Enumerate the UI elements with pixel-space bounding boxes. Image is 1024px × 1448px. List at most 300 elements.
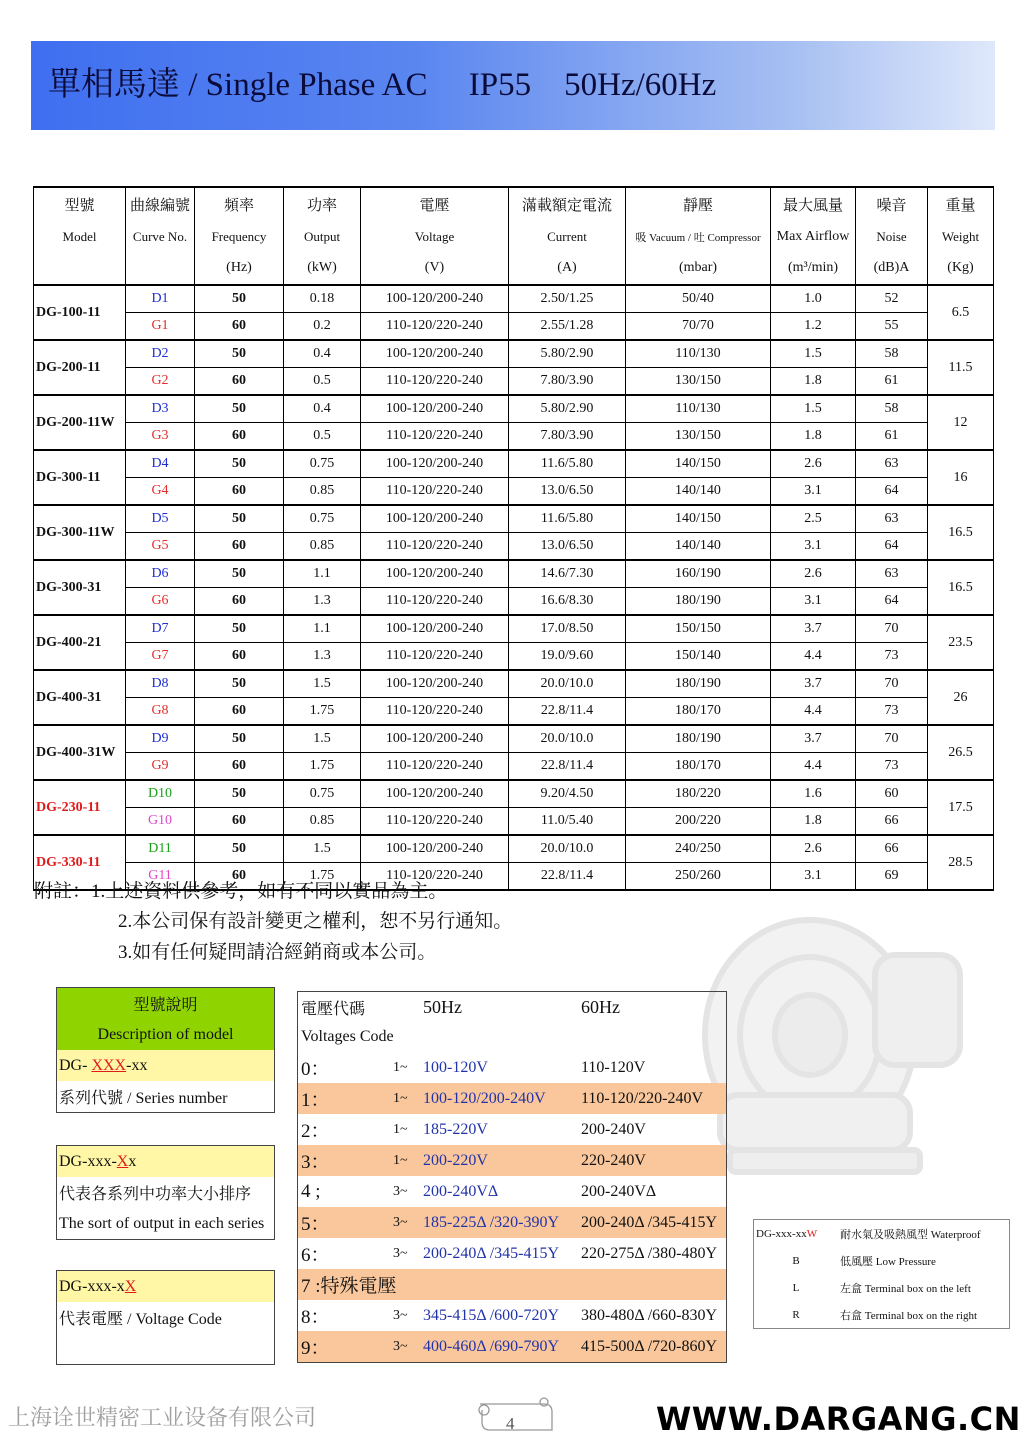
curve-cell: D1 [126, 285, 195, 313]
vc-header-en: Voltages Code [301, 1028, 394, 1045]
voltage-code-phase: 3~ [393, 1307, 408, 1323]
header-cell: Current [509, 221, 626, 252]
model-desc-series [56, 987, 275, 1113]
sort-code: DG-xxx-Xx [57, 1146, 275, 1178]
value-cell: 100-120/200-240 [361, 780, 509, 808]
voltage-code-row [298, 1331, 727, 1363]
value-cell: 180/170 [626, 753, 771, 781]
table-row [34, 368, 994, 396]
value-cell: 64 [856, 588, 928, 616]
header-cell: (V) [361, 252, 509, 285]
value-cell: 7.80/3.90 [509, 368, 626, 396]
website: WWW.DARGANG.CN [656, 1400, 1021, 1438]
frequency-cell: 60 [195, 533, 284, 561]
weight-cell: 11.5 [928, 340, 994, 395]
frequency-cell: 60 [195, 808, 284, 836]
model-cell: DG-230-11 [34, 780, 126, 835]
value-cell: 140/140 [626, 533, 771, 561]
curve-cell: D5 [126, 505, 195, 533]
sort-mark: X [116, 1152, 129, 1170]
voltage-code-v50: 200-240Δ /345-415Y [423, 1244, 560, 1262]
value-cell: 20.0/10.0 [509, 670, 626, 698]
value-cell: 100-120/200-240 [361, 395, 509, 423]
frequency-cell: 50 [195, 560, 284, 588]
curve-cell: D4 [126, 450, 195, 478]
value-cell: 3.7 [771, 670, 856, 698]
value-cell: 2.5 [771, 505, 856, 533]
header-cell: (m³/min) [771, 252, 856, 285]
value-cell: 110-120/220-240 [361, 478, 509, 506]
value-cell: 0.5 [284, 423, 361, 451]
value-cell: 100-120/200-240 [361, 615, 509, 643]
value-cell: 64 [856, 478, 928, 506]
curve-cell: D10 [126, 780, 195, 808]
value-cell: 1.75 [284, 753, 361, 781]
value-cell: 240/250 [626, 835, 771, 863]
header-cell: 型號 [34, 187, 126, 221]
value-cell: 9.20/4.50 [509, 780, 626, 808]
frequency-cell: 60 [195, 753, 284, 781]
model-cell: DG-300-11W [34, 505, 126, 560]
value-cell: 58 [856, 395, 928, 423]
value-cell: 100-120/200-240 [361, 835, 509, 863]
note-1: 附註：1.上述資料供參考，如有不同以實品為主。 [34, 881, 448, 902]
frequency-cell: 60 [195, 368, 284, 396]
value-cell: 180/190 [626, 670, 771, 698]
header-cell: (kW) [284, 252, 361, 285]
value-cell: 100-120/200-240 [361, 450, 509, 478]
value-cell: 110-120/220-240 [361, 533, 509, 561]
header-cell: 功率 [284, 187, 361, 221]
voltage-code-row [298, 1176, 727, 1207]
table-row [34, 560, 994, 588]
voltage-code-v60: 200-240Δ /345-415Y [581, 1207, 727, 1238]
value-cell: 73 [856, 643, 928, 671]
header-cell: Frequency [195, 221, 284, 252]
voltage-code-phase: 3~ [393, 1183, 408, 1199]
value-cell: 66 [856, 835, 928, 863]
page-title: 單相馬達 / Single Phase AC IP55 50Hz/60Hz [48, 67, 717, 103]
option-desc: 左盒 Terminal box on the left [840, 1282, 971, 1295]
voltage-code-phase: 3~ [393, 1331, 423, 1363]
header-cell: Curve No. [126, 221, 195, 252]
value-cell: 22.8/11.4 [509, 698, 626, 726]
voltage-code-code: 9： [298, 1331, 394, 1363]
header-cell: 滿載額定電流 [509, 187, 626, 221]
value-cell: 70/70 [626, 313, 771, 341]
sort-desc-zh: 代表各系列中功率大小排序 [59, 1186, 252, 1203]
frequency-cell: 50 [195, 340, 284, 368]
value-cell: 150/150 [626, 615, 771, 643]
value-cell: 180/170 [626, 698, 771, 726]
value-cell: 0.85 [284, 478, 361, 506]
voltage-code-v50: 100-120/200-240V [423, 1083, 581, 1114]
weight-cell: 16 [928, 450, 994, 505]
model-desc-volt [56, 1270, 275, 1365]
table-row [34, 478, 994, 506]
header-cell: 最大風量 [771, 187, 856, 221]
company-name: 上海诠世精密工业设备有限公司 [8, 1406, 317, 1431]
value-cell: 17.0/8.50 [509, 615, 626, 643]
option-desc: 耐水氣及吸熱風型 Waterproof [840, 1228, 981, 1241]
frequency-cell: 50 [195, 285, 284, 313]
volt-code: DG-xxx-xX [57, 1271, 275, 1303]
value-cell: 160/190 [626, 560, 771, 588]
sort-desc-en: The sort of output in each series [59, 1214, 265, 1232]
header-cell: 靜壓 [626, 187, 771, 221]
header-cell [126, 252, 195, 285]
voltage-code-code: 5： [298, 1207, 394, 1238]
voltage-code-code: 8： [301, 1307, 330, 1328]
value-cell: 110-120/220-240 [361, 368, 509, 396]
voltage-code-code: 6： [301, 1245, 330, 1266]
voltage-code-code: 0： [301, 1059, 330, 1080]
value-cell: 4.4 [771, 698, 856, 726]
value-cell: 5.80/2.90 [509, 340, 626, 368]
value-cell: 0.85 [284, 808, 361, 836]
model-cell: DG-400-21 [34, 615, 126, 670]
frequency-cell: 60 [195, 423, 284, 451]
voltage-code-code: 4 ; [301, 1180, 321, 1202]
voltage-code-code: 2： [301, 1121, 330, 1142]
value-cell: 3.1 [771, 588, 856, 616]
voltage-code-code: 7 :特殊電壓 [298, 1269, 424, 1300]
value-cell: 63 [856, 450, 928, 478]
value-cell: 1.5 [284, 835, 361, 863]
value-cell: 140/150 [626, 505, 771, 533]
frequency-cell: 60 [195, 313, 284, 341]
header-cell: (dB)A [856, 252, 928, 285]
value-cell: 20.0/10.0 [509, 725, 626, 753]
value-cell: 1.0 [771, 285, 856, 313]
spec-table [33, 186, 994, 891]
voltage-code-phase: 1~ [393, 1145, 423, 1176]
value-cell: 69 [856, 863, 928, 891]
value-cell: 0.4 [284, 340, 361, 368]
curve-cell: G8 [126, 698, 195, 726]
value-cell: 11.6/5.80 [509, 505, 626, 533]
value-cell: 63 [856, 560, 928, 588]
frequency-cell: 60 [195, 863, 284, 891]
value-cell: 110/130 [626, 395, 771, 423]
value-cell: 5.80/2.90 [509, 395, 626, 423]
table-row [34, 670, 994, 698]
frequency-cell: 50 [195, 450, 284, 478]
voltage-code-v60: 200-240V [581, 1120, 646, 1138]
table-row [34, 725, 994, 753]
option-desc: 右盒 Terminal box on the right [840, 1309, 978, 1322]
table-row [34, 505, 994, 533]
volt-mark: X [124, 1277, 137, 1295]
model-cell: DG-330-11 [34, 835, 126, 890]
curve-cell: D2 [126, 340, 195, 368]
curve-cell: D7 [126, 615, 195, 643]
value-cell: 0.85 [284, 533, 361, 561]
weight-cell: 17.5 [928, 780, 994, 835]
value-cell: 100-120/200-240 [361, 340, 509, 368]
series-code: DG- XXX-xx [57, 1050, 275, 1081]
vc-header-60hz: 60Hz [581, 996, 620, 1017]
value-cell: 110-120/220-240 [361, 863, 509, 891]
curve-cell: G7 [126, 643, 195, 671]
voltage-code-row [298, 1145, 727, 1176]
value-cell: 2.6 [771, 450, 856, 478]
value-cell: 0.18 [284, 285, 361, 313]
model-cell: DG-200-11W [34, 395, 126, 450]
value-cell: 100-120/200-240 [361, 505, 509, 533]
value-cell: 130/150 [626, 368, 771, 396]
model-cell: DG-400-31 [34, 670, 126, 725]
table-row [34, 533, 994, 561]
curve-cell: G1 [126, 313, 195, 341]
value-cell: 58 [856, 340, 928, 368]
voltage-code-v60 [581, 1269, 727, 1300]
curve-cell: D6 [126, 560, 195, 588]
value-cell: 110-120/220-240 [361, 423, 509, 451]
value-cell: 70 [856, 670, 928, 698]
weight-cell: 26 [928, 670, 994, 725]
weight-cell: 16.5 [928, 560, 994, 615]
value-cell: 16.6/8.30 [509, 588, 626, 616]
voltage-code-v50: 200-220V [423, 1145, 581, 1176]
weight-cell: 6.5 [928, 285, 994, 340]
note-2: 2.本公司保有設計變更之權利，恕不另行通知。 [118, 911, 513, 932]
table-row [34, 395, 994, 423]
value-cell: 200/220 [626, 808, 771, 836]
vc-header-50hz: 50Hz [423, 996, 462, 1017]
voltage-code-phase: 3~ [393, 1245, 408, 1261]
frequency-cell: 50 [195, 670, 284, 698]
model-desc-sort [56, 1145, 275, 1240]
voltage-code-v50: 100-120V [423, 1058, 488, 1076]
value-cell: 1.5 [284, 725, 361, 753]
value-cell: 11.0/5.40 [509, 808, 626, 836]
curve-cell: G6 [126, 588, 195, 616]
header-cell: 噪音 [856, 187, 928, 221]
header-cell: 頻率 [195, 187, 284, 221]
value-cell: 110-120/220-240 [361, 698, 509, 726]
weight-cell: 26.5 [928, 725, 994, 780]
curve-cell: D8 [126, 670, 195, 698]
value-cell: 55 [856, 313, 928, 341]
voltage-code-row [298, 1238, 727, 1269]
table-row [34, 698, 994, 726]
value-cell: 0.75 [284, 505, 361, 533]
value-cell: 61 [856, 423, 928, 451]
option-key: DG-xxx-xxW [756, 1227, 818, 1240]
value-cell: 180/220 [626, 780, 771, 808]
value-cell: 100-120/200-240 [361, 670, 509, 698]
voltage-code-v60: 415-500Δ /720-860Y [581, 1331, 727, 1363]
value-cell: 13.0/6.50 [509, 478, 626, 506]
value-cell: 0.2 [284, 313, 361, 341]
value-cell: 1.75 [284, 698, 361, 726]
value-cell: 1.5 [771, 340, 856, 368]
table-row [34, 313, 994, 341]
table-row [34, 340, 994, 368]
voltage-code-v50: 200-240VΔ [423, 1182, 499, 1200]
value-cell: 7.80/3.90 [509, 423, 626, 451]
option-row [754, 1220, 1010, 1248]
value-cell: 110-120/220-240 [361, 313, 509, 341]
value-cell: 110-120/220-240 [361, 588, 509, 616]
header-cell: 曲線編號 [126, 187, 195, 221]
frequency-cell: 60 [195, 588, 284, 616]
value-cell: 110/130 [626, 340, 771, 368]
value-cell: 52 [856, 285, 928, 313]
value-cell: 1.3 [284, 588, 361, 616]
voltage-code-code: 1： [298, 1083, 394, 1114]
voltage-code-v60: 110-120V [581, 1058, 646, 1076]
value-cell: 73 [856, 753, 928, 781]
voltage-code-v60: 110-120/220-240V [581, 1083, 727, 1114]
table-row [34, 588, 994, 616]
voltage-code-table [297, 991, 727, 1363]
option-key: L [792, 1281, 800, 1294]
model-cell: DG-400-31W [34, 725, 126, 780]
value-cell: 13.0/6.50 [509, 533, 626, 561]
frequency-cell: 60 [195, 643, 284, 671]
option-key: R [792, 1308, 800, 1321]
frequency-cell: 50 [195, 780, 284, 808]
value-cell: 180/190 [626, 588, 771, 616]
value-cell: 250/260 [626, 863, 771, 891]
value-cell: 3.1 [771, 478, 856, 506]
value-cell: 100-120/200-240 [361, 725, 509, 753]
model-cell: DG-300-31 [34, 560, 126, 615]
value-cell: 1.3 [284, 643, 361, 671]
voltage-code-phase: 1~ [393, 1059, 408, 1075]
header-cell: Weight [928, 221, 994, 252]
header-cell: (Kg) [928, 252, 994, 285]
value-cell: 2.6 [771, 835, 856, 863]
value-cell: 0.4 [284, 395, 361, 423]
frequency-cell: 50 [195, 395, 284, 423]
header-cell: Noise [856, 221, 928, 252]
series-desc: 系列代號 / Series number [59, 1090, 228, 1107]
header-cell: 吸 Vacuum / 吐 Compressor [626, 221, 771, 252]
value-cell: 64 [856, 533, 928, 561]
value-cell: 2.55/1.28 [509, 313, 626, 341]
voltage-code-row [298, 1052, 727, 1083]
header-cell: (mbar) [626, 252, 771, 285]
value-cell: 100-120/200-240 [361, 560, 509, 588]
value-cell: 3.1 [771, 863, 856, 891]
header-cell: (A) [509, 252, 626, 285]
table-row [34, 450, 994, 478]
voltage-code-row [298, 1114, 727, 1145]
table-row [34, 643, 994, 671]
value-cell: 0.75 [284, 780, 361, 808]
value-cell: 20.0/10.0 [509, 835, 626, 863]
voltage-code-v60: 220-275Δ /380-480Y [581, 1244, 718, 1262]
frequency-cell: 60 [195, 698, 284, 726]
voltage-code-phase: 1~ [393, 1083, 423, 1114]
value-cell: 1.8 [771, 423, 856, 451]
value-cell: 1.6 [771, 780, 856, 808]
value-cell: 1.1 [284, 560, 361, 588]
voltage-code-row [298, 1269, 727, 1300]
weight-cell: 28.5 [928, 835, 994, 890]
header-cell: Model [34, 221, 126, 252]
value-cell: 1.8 [771, 808, 856, 836]
frequency-cell: 50 [195, 725, 284, 753]
blower-image [690, 895, 990, 1195]
table-row [34, 753, 994, 781]
curve-cell: G4 [126, 478, 195, 506]
model-cell: DG-200-11 [34, 340, 126, 395]
header-cell: Max Airflow [771, 221, 856, 252]
voltage-code-v60: 220-240V [581, 1145, 727, 1176]
voltage-code-code: 3： [298, 1145, 394, 1176]
model-cell: DG-100-11 [34, 285, 126, 340]
table-row [34, 615, 994, 643]
header-cell: 重量 [928, 187, 994, 221]
header-cell [34, 252, 126, 285]
option-desc: 低風壓 Low Pressure [840, 1255, 936, 1268]
value-cell: 61 [856, 368, 928, 396]
value-cell: 2.6 [771, 560, 856, 588]
curve-cell: G3 [126, 423, 195, 451]
curve-cell: G11 [126, 863, 195, 891]
value-cell: 4.4 [771, 643, 856, 671]
value-cell: 22.8/11.4 [509, 753, 626, 781]
header-cell: (Hz) [195, 252, 284, 285]
value-cell: 1.1 [284, 615, 361, 643]
weight-cell: 16.5 [928, 505, 994, 560]
value-cell: 180/190 [626, 725, 771, 753]
weight-cell: 23.5 [928, 615, 994, 670]
voltage-code-v50: 345-415Δ /600-720Y [423, 1306, 560, 1324]
voltage-code-phase: 3~ [393, 1207, 423, 1238]
value-cell: 110-120/220-240 [361, 643, 509, 671]
value-cell: 1.75 [284, 863, 361, 891]
value-cell: 1.2 [771, 313, 856, 341]
curve-cell: D9 [126, 725, 195, 753]
header-cell: Voltage [361, 221, 509, 252]
curve-cell: G5 [126, 533, 195, 561]
value-cell: 110-120/220-240 [361, 808, 509, 836]
value-cell: 150/140 [626, 643, 771, 671]
value-cell: 50/40 [626, 285, 771, 313]
curve-cell: G10 [126, 808, 195, 836]
curve-cell: D11 [126, 835, 195, 863]
table-row [34, 285, 994, 313]
voltage-code-v60: 380-480Δ /660-830Y [581, 1306, 718, 1324]
table-row [34, 808, 994, 836]
value-cell: 1.8 [771, 368, 856, 396]
voltage-code-v50: 185-225Δ /320-390Y [423, 1207, 581, 1238]
frequency-cell: 50 [195, 505, 284, 533]
voltage-code-v50: 400-460Δ /690-790Y [423, 1331, 581, 1363]
value-cell: 140/140 [626, 478, 771, 506]
voltage-code-row [298, 1083, 727, 1114]
value-cell: 0.75 [284, 450, 361, 478]
option-legend [753, 1219, 1010, 1329]
weight-cell: 12 [928, 395, 994, 450]
value-cell: 1.5 [771, 395, 856, 423]
frequency-cell: 50 [195, 835, 284, 863]
value-cell: 73 [856, 698, 928, 726]
header-cell: Output [284, 221, 361, 252]
voltage-code-phase: 1~ [393, 1121, 408, 1137]
table-row [34, 780, 994, 808]
note-3: 3.如有任何疑問請洽經銷商或本公司。 [118, 942, 437, 963]
value-cell: 11.6/5.80 [509, 450, 626, 478]
value-cell: 70 [856, 725, 928, 753]
value-cell: 100-120/200-240 [361, 285, 509, 313]
value-cell: 110-120/220-240 [361, 753, 509, 781]
